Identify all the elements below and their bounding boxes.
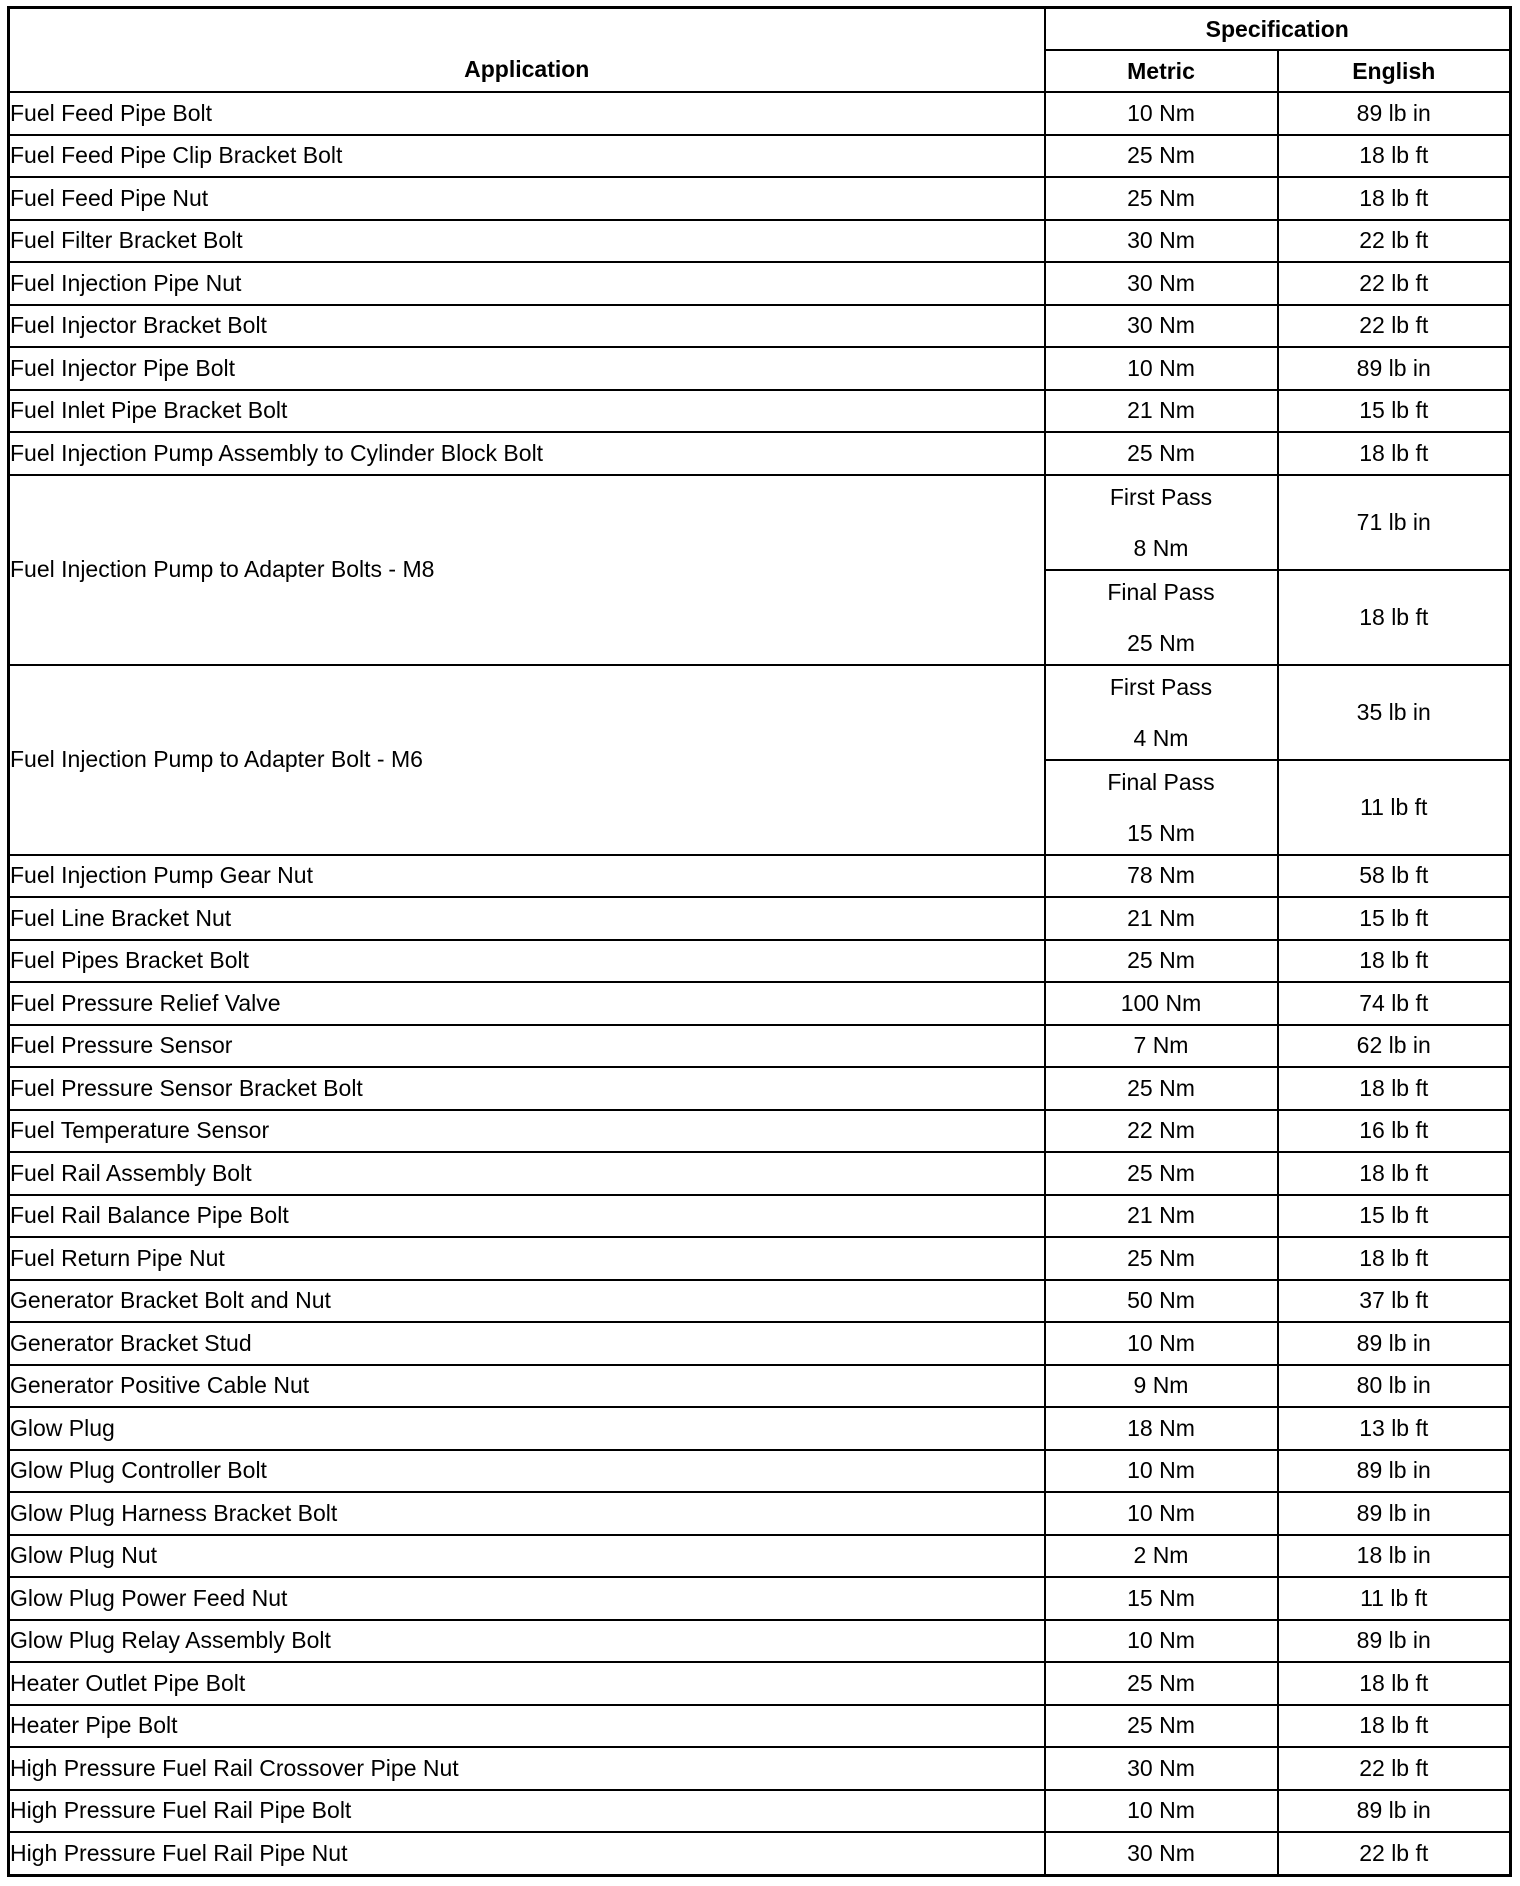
table-row [9,390,1511,433]
english-cell: 89 lb in [1278,1790,1511,1833]
metric-cell: 7 Nm [1045,1025,1278,1068]
metric-cell: 15 Nm [1045,1577,1278,1620]
table-row [9,1237,1511,1280]
pass-metric-value: 15 Nm [1127,819,1195,846]
table-row [9,1407,1511,1450]
application-cell: Glow Plug Harness Bracket Bolt [9,1492,1045,1535]
metric-cell: 30 Nm [1045,220,1278,263]
pass-metric-value: 4 Nm [1133,724,1189,751]
metric-cell: 22 Nm [1045,1110,1278,1153]
pass-label: First Pass [1109,483,1213,510]
metric-cell: 78 Nm [1045,855,1278,898]
english-cell: 18 lb ft [1278,1152,1511,1195]
application-cell: High Pressure Fuel Rail Pipe Nut [9,1832,1045,1875]
metric-cell: 25 Nm [1045,1237,1278,1280]
english-cell: 15 lb ft [1278,390,1511,433]
english-cell: 11 lb ft [1278,1577,1511,1620]
application-cell: Fuel Filter Bracket Bolt [9,220,1045,263]
application-cell: Heater Pipe Bolt [9,1705,1045,1748]
application-cell: Fuel Injection Pipe Nut [9,262,1045,305]
english-cell: 13 lb ft [1278,1407,1511,1450]
application-cell: Glow Plug Nut [9,1535,1045,1578]
metric-cell: 100 Nm [1045,982,1278,1025]
pass-metric-value: 25 Nm [1127,629,1195,656]
table-row [9,982,1511,1025]
metric-cell: 50 Nm [1045,1280,1278,1323]
application-cell: Fuel Rail Assembly Bolt [9,1152,1045,1195]
application-cell: Fuel Line Bracket Nut [9,897,1045,940]
pass-label: Final Pass [1107,768,1215,795]
metric-cell: 10 Nm [1045,1322,1278,1365]
metric-cell: 10 Nm [1045,92,1278,135]
metric-cell: 30 Nm [1045,262,1278,305]
table-row [9,1195,1511,1238]
english-cell: 74 lb ft [1278,982,1511,1025]
pass-label: Final Pass [1107,578,1215,605]
metric-cell: 30 Nm [1045,305,1278,348]
metric-cell: 25 Nm [1045,432,1278,475]
header-specification: Specification [1045,8,1511,51]
table-row [9,855,1511,898]
metric-cell: 9 Nm [1045,1365,1278,1408]
table-row [9,1450,1511,1493]
english-cell: 22 lb ft [1278,305,1511,348]
metric-cell: 10 Nm [1045,1790,1278,1833]
metric-cell: 25 Nm [1045,177,1278,220]
english-cell: 18 lb ft [1278,1237,1511,1280]
table-row-multipass [9,665,1511,760]
english-cell: 18 lb in [1278,1535,1511,1578]
metric-cell: 25 Nm [1045,1662,1278,1705]
english-cell: 89 lb in [1278,1620,1511,1663]
metric-cell: 21 Nm [1045,390,1278,433]
table-row [9,92,1511,135]
table-row [9,1662,1511,1705]
english-cell: 18 lb ft [1278,570,1511,665]
table-row [9,1535,1511,1578]
application-cell: Generator Positive Cable Nut [9,1365,1045,1408]
english-cell: 18 lb ft [1278,1705,1511,1748]
metric-pass-cell [1045,760,1278,855]
english-cell: 11 lb ft [1278,760,1511,855]
metric-cell: 18 Nm [1045,1407,1278,1450]
english-cell: 18 lb ft [1278,1067,1511,1110]
english-cell: 18 lb ft [1278,940,1511,983]
metric-cell: 25 Nm [1045,1152,1278,1195]
english-cell: 58 lb ft [1278,855,1511,898]
application-cell: Glow Plug [9,1407,1045,1450]
english-cell: 35 lb in [1278,665,1511,760]
application-cell: Fuel Pressure Sensor [9,1025,1045,1068]
torque-spec-table [7,6,1512,1877]
english-cell: 18 lb ft [1278,177,1511,220]
table-row [9,1620,1511,1663]
table-row [9,1110,1511,1153]
table-row [9,1322,1511,1365]
table-row [9,432,1511,475]
english-cell: 15 lb ft [1278,897,1511,940]
metric-cell: 10 Nm [1045,1492,1278,1535]
table-row [9,940,1511,983]
pass-label: First Pass [1109,673,1213,700]
metric-pass-cell [1045,570,1278,665]
table-row [9,262,1511,305]
metric-cell: 30 Nm [1045,1832,1278,1875]
english-cell: 15 lb ft [1278,1195,1511,1238]
application-cell: Fuel Temperature Sensor [9,1110,1045,1153]
english-cell: 37 lb ft [1278,1280,1511,1323]
table-row [9,1025,1511,1068]
application-cell: High Pressure Fuel Rail Crossover Pipe Nut [9,1747,1045,1790]
table-row [9,1705,1511,1748]
english-cell: 71 lb in [1278,475,1511,570]
table-row [9,1577,1511,1620]
application-cell: Fuel Inlet Pipe Bracket Bolt [9,390,1045,433]
application-cell: Heater Outlet Pipe Bolt [9,1662,1045,1705]
application-cell: Fuel Pressure Sensor Bracket Bolt [9,1067,1045,1110]
english-cell: 89 lb in [1278,1450,1511,1493]
english-cell: 18 lb ft [1278,1662,1511,1705]
table-row [9,347,1511,390]
english-cell: 80 lb in [1278,1365,1511,1408]
table-row [9,897,1511,940]
application-cell: Glow Plug Relay Assembly Bolt [9,1620,1045,1663]
application-cell: Fuel Return Pipe Nut [9,1237,1045,1280]
english-cell: 89 lb in [1278,347,1511,390]
metric-pass-cell [1045,665,1278,760]
application-cell: Fuel Feed Pipe Bolt [9,92,1045,135]
metric-cell: 25 Nm [1045,135,1278,178]
english-cell: 89 lb in [1278,92,1511,135]
table-row [9,1067,1511,1110]
english-cell: 22 lb ft [1278,220,1511,263]
english-cell: 18 lb ft [1278,135,1511,178]
english-cell: 22 lb ft [1278,1747,1511,1790]
pass-metric-value: 8 Nm [1133,534,1189,561]
metric-cell: 10 Nm [1045,1450,1278,1493]
header-application: Application [9,8,1045,93]
table-row [9,1365,1511,1408]
table-row [9,1492,1511,1535]
english-cell: 16 lb ft [1278,1110,1511,1153]
table-row-multipass [9,475,1511,570]
application-cell: Glow Plug Power Feed Nut [9,1577,1045,1620]
application-cell: High Pressure Fuel Rail Pipe Bolt [9,1790,1045,1833]
application-cell: Fuel Injection Pump Assembly to Cylinder Block Bolt [9,432,1045,475]
table-row [9,1747,1511,1790]
english-cell: 18 lb ft [1278,432,1511,475]
application-cell: Fuel Pipes Bracket Bolt [9,940,1045,983]
application-cell: Glow Plug Controller Bolt [9,1450,1045,1493]
application-cell: Generator Bracket Bolt and Nut [9,1280,1045,1323]
application-cell: Fuel Feed Pipe Clip Bracket Bolt [9,135,1045,178]
metric-cell: 30 Nm [1045,1747,1278,1790]
application-cell: Fuel Pressure Relief Valve [9,982,1045,1025]
english-cell: 89 lb in [1278,1322,1511,1365]
application-cell: Fuel Rail Balance Pipe Bolt [9,1195,1045,1238]
metric-pass-cell [1045,475,1278,570]
table-row [9,220,1511,263]
application-cell: Fuel Injection Pump Gear Nut [9,855,1045,898]
header-metric: Metric [1045,50,1278,92]
table-row [9,1790,1511,1833]
metric-cell: 25 Nm [1045,1705,1278,1748]
english-cell: 89 lb in [1278,1492,1511,1535]
application-cell: Fuel Injector Bracket Bolt [9,305,1045,348]
metric-cell: 2 Nm [1045,1535,1278,1578]
header-english: English [1278,50,1511,92]
table-row [9,305,1511,348]
application-cell: Generator Bracket Stud [9,1322,1045,1365]
application-cell: Fuel Injection Pump to Adapter Bolts - M8 [9,475,1045,665]
application-cell: Fuel Injector Pipe Bolt [9,347,1045,390]
table-row [9,1832,1511,1875]
table-row [9,1280,1511,1323]
table-row [9,1152,1511,1195]
english-cell: 62 lb in [1278,1025,1511,1068]
english-cell: 22 lb ft [1278,262,1511,305]
metric-cell: 10 Nm [1045,1620,1278,1663]
table-row [9,177,1511,220]
metric-cell: 21 Nm [1045,1195,1278,1238]
table-row [9,135,1511,178]
english-cell: 22 lb ft [1278,1832,1511,1875]
application-cell: Fuel Injection Pump to Adapter Bolt - M6 [9,665,1045,855]
metric-cell: 10 Nm [1045,347,1278,390]
metric-cell: 25 Nm [1045,1067,1278,1110]
metric-cell: 21 Nm [1045,897,1278,940]
metric-cell: 25 Nm [1045,940,1278,983]
application-cell: Fuel Feed Pipe Nut [9,177,1045,220]
